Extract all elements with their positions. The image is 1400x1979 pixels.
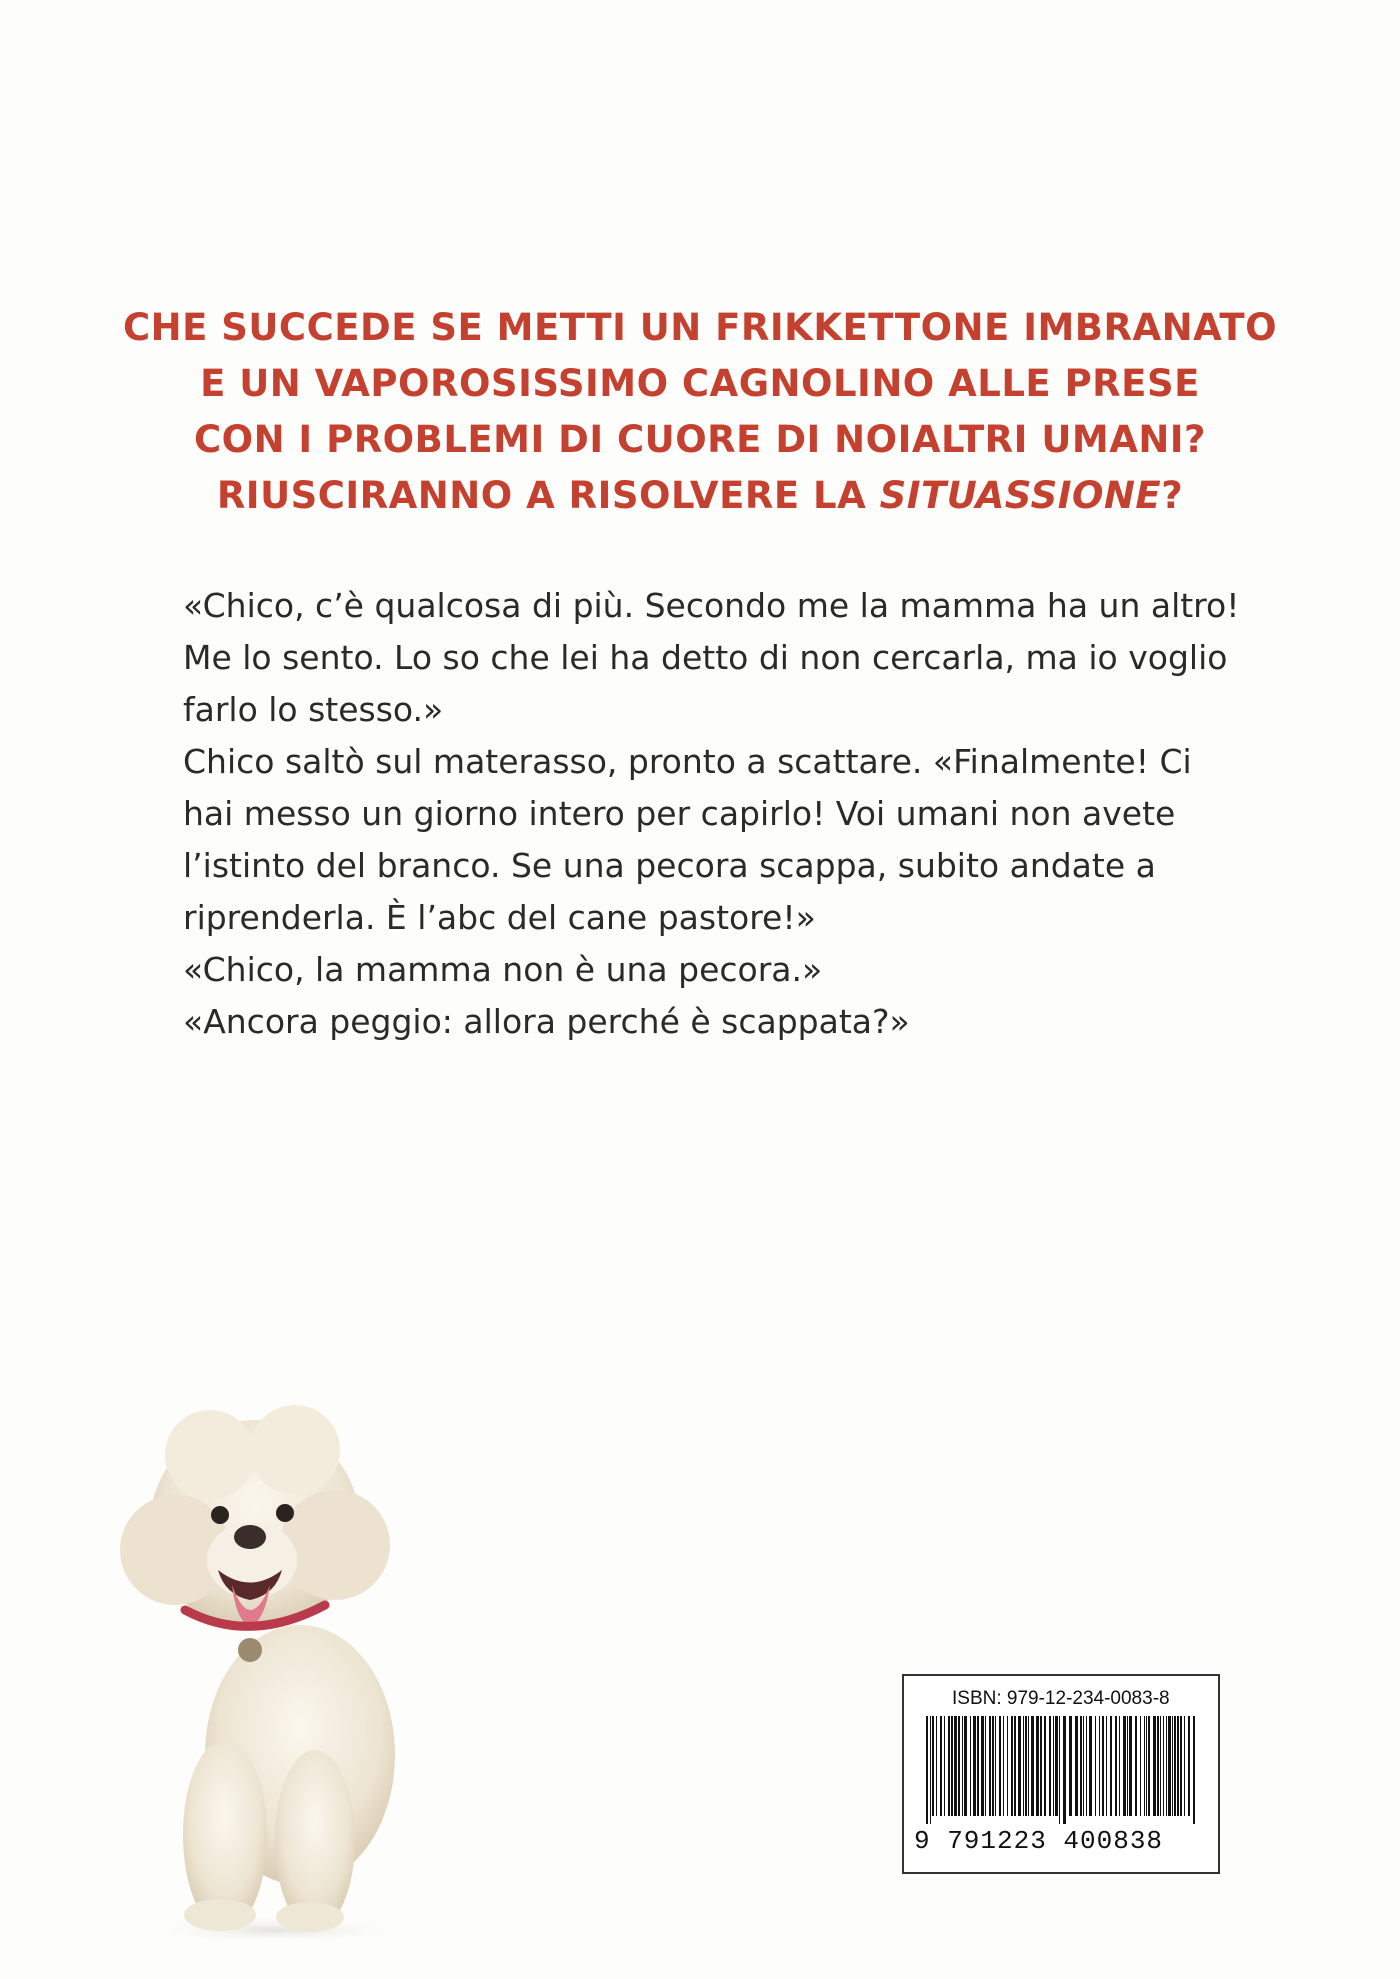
barcode-bar	[1106, 1716, 1107, 1816]
barcode-bar	[936, 1716, 937, 1816]
barcode-bar	[1119, 1716, 1120, 1816]
barcode-bar	[1146, 1716, 1147, 1816]
barcode-bar	[954, 1716, 957, 1816]
barcode-bar	[1193, 1716, 1195, 1824]
barcode-bar	[964, 1716, 967, 1816]
headline-line-2: E UN VAPOROSISSIMO CAGNOLINO ALLE PRESE	[200, 362, 1200, 405]
barcode-bar	[1049, 1716, 1051, 1816]
poodle-dog-icon	[100, 1395, 440, 1945]
barcode-bar	[1188, 1716, 1190, 1816]
barcode-bar	[1023, 1716, 1024, 1816]
barcode-bar	[944, 1716, 945, 1816]
barcode-bar	[1123, 1716, 1126, 1816]
poodle-dog-image	[100, 1395, 440, 1945]
barcode-bar	[1163, 1716, 1164, 1816]
barcode-bar	[992, 1716, 994, 1816]
barcode-bar	[1059, 1716, 1060, 1824]
barcode-bar	[1180, 1716, 1182, 1816]
barcode-bar	[1148, 1716, 1150, 1816]
excerpt-paragraph: Chico saltò sul materasso, pronto a scattare. «Finalmente! Ci hai messo un giorno intero per capirlo! Voi umani non avete l’istinto del branco. Se una pecora scappa, subito andate a riprenderla. È l’abc del cane pastore!»	[183, 742, 1192, 937]
barcode-bar	[1172, 1716, 1173, 1816]
barcode-bar	[1080, 1716, 1082, 1816]
excerpt-paragraph: «Ancora peggio: allora perché è scappata?»	[183, 1002, 910, 1041]
barcode-bar	[1129, 1716, 1132, 1816]
barcode-bar	[1102, 1716, 1104, 1816]
barcode-bar	[1040, 1716, 1042, 1816]
barcode-bar	[970, 1716, 971, 1816]
barcode-bar	[1168, 1716, 1171, 1816]
barcode-bar	[1011, 1716, 1013, 1816]
barcode-bar	[977, 1716, 979, 1816]
headline-line-4	[0, 468, 1400, 524]
barcode-bar	[1053, 1716, 1054, 1816]
barcode-bar	[1157, 1716, 1159, 1816]
barcode-bar	[962, 1716, 963, 1816]
barcode-bar	[999, 1716, 1001, 1816]
barcode-bar	[1177, 1716, 1179, 1816]
barcode-bar	[1086, 1716, 1087, 1816]
barcode-bar	[989, 1716, 991, 1816]
barcode-bar	[1099, 1716, 1100, 1816]
excerpt-paragraph: «Chico, c’è qualcosa di più. Secondo me la mamma ha un altro! Me lo sento. Lo so che lei ha detto di non cercarla, ma io voglio farlo lo stesso.»	[183, 586, 1240, 729]
barcode-bar	[1014, 1716, 1016, 1816]
barcode-bar	[981, 1716, 984, 1816]
barcode-bar	[1007, 1716, 1008, 1816]
barcode-bar	[951, 1716, 953, 1816]
barcode-bar	[973, 1716, 976, 1816]
barcode-bar	[1135, 1716, 1137, 1816]
ean-digits: 9 791223 400838	[914, 1826, 1164, 1856]
barcode-bar	[1031, 1716, 1034, 1816]
barcode-bar	[1075, 1716, 1078, 1816]
barcode-bar	[1025, 1716, 1027, 1816]
barcode-bar	[1144, 1716, 1145, 1816]
barcode-bar	[1184, 1716, 1185, 1816]
excerpt-paragraph: «Chico, la mamma non è una pecora.»	[183, 950, 823, 989]
barcode-bar	[1127, 1716, 1128, 1816]
barcode-bar	[958, 1716, 960, 1816]
barcode-bar	[1166, 1716, 1167, 1816]
barcode-bar	[930, 1716, 931, 1824]
barcode-bar	[1055, 1716, 1058, 1816]
barcode-bar	[1069, 1716, 1072, 1816]
barcode-bar	[926, 1716, 928, 1824]
back-cover-headline	[0, 300, 1400, 524]
barcode-bar	[1036, 1716, 1039, 1816]
barcode-bar	[940, 1716, 942, 1816]
book-excerpt	[183, 580, 1243, 1048]
headline-line-3: CON I PROBLEMI DI CUORE DI NOIALTRI UMANI?	[193, 418, 1207, 461]
barcode-bar	[948, 1716, 950, 1816]
barcode-bar	[1018, 1716, 1021, 1816]
barcode-bar	[932, 1716, 934, 1816]
barcode-bar	[1110, 1716, 1112, 1816]
barcode-bar	[1089, 1716, 1092, 1816]
barcode-bar	[995, 1716, 996, 1816]
barcode-bar	[1174, 1716, 1176, 1816]
barcode-bar	[1003, 1716, 1004, 1816]
barcode-bar	[1095, 1716, 1096, 1816]
headline-line-4-suffix: ?	[1161, 474, 1184, 517]
barcode-bar	[1028, 1716, 1029, 1816]
barcode-bar	[1160, 1716, 1161, 1816]
isbn-barcode	[902, 1674, 1220, 1874]
barcode-bar	[1115, 1716, 1117, 1816]
headline-line-1: CHE SUCCEDE SE METTI UN FRIKKETTONE IMBRANATO	[122, 306, 1278, 349]
isbn-label: ISBN: 979-12-234-0083-8	[952, 1688, 1170, 1709]
barcode-bar	[1083, 1716, 1084, 1816]
barcode-bar	[985, 1716, 986, 1816]
barcode-bar	[1044, 1716, 1046, 1816]
barcode-bar	[1153, 1716, 1156, 1816]
headline-line-4-italic: SITUASSIONE	[879, 474, 1162, 517]
barcode-bar	[1140, 1716, 1141, 1816]
barcode-bars	[922, 1716, 1204, 1824]
headline-line-4-prefix: RIUSCIRANNO A RISOLVERE LA	[216, 474, 880, 517]
barcode-bar	[1063, 1716, 1066, 1824]
